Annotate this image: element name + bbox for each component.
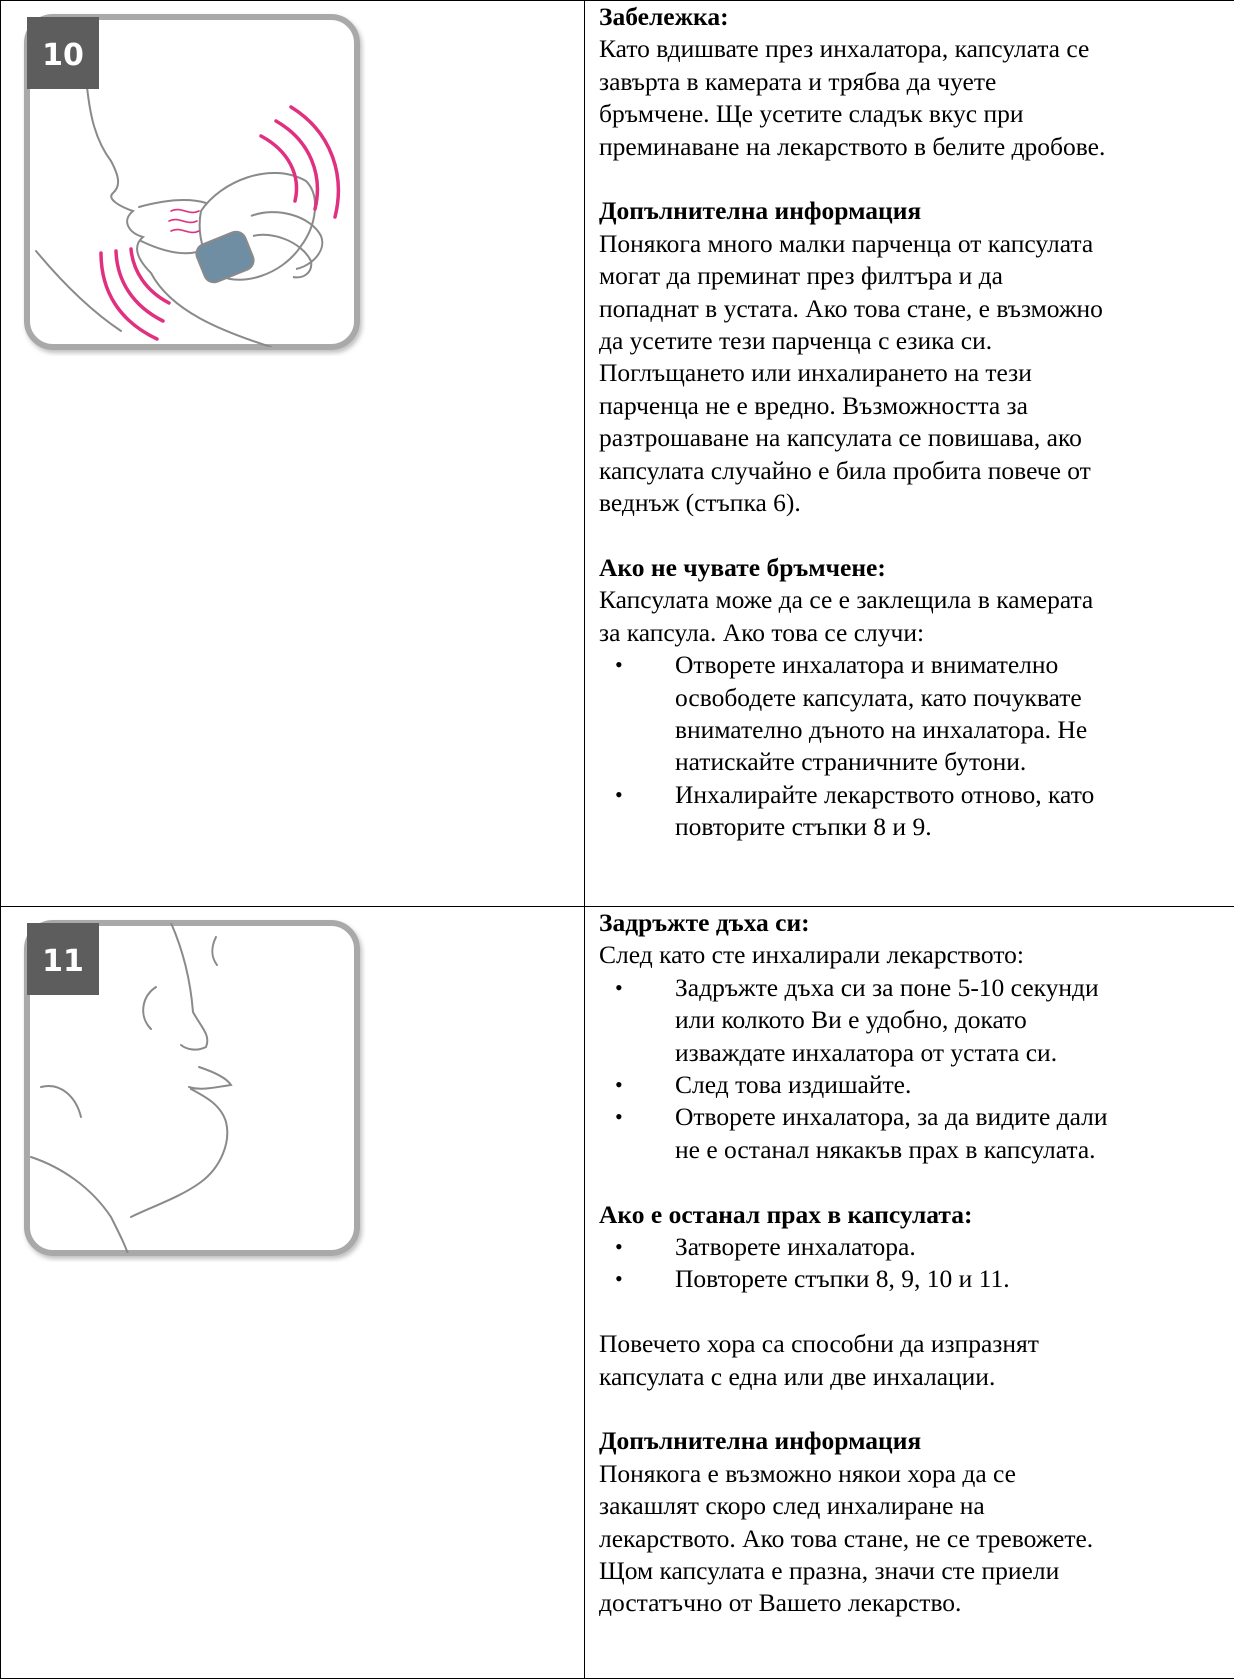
info-line: капсулата случайно е била пробита повече от xyxy=(599,455,1231,487)
info-line: попаднат в устата. Ако това стане, е възможно xyxy=(599,293,1231,325)
info-line: Понякога е възможно някои хора да се xyxy=(599,1458,1231,1490)
note-line: преминаване на лекарството в белите дробове. xyxy=(599,131,1231,163)
hold-breath-bullets xyxy=(599,972,1231,1166)
no-hum-line: за капсула. Ако това се случи: xyxy=(599,617,1231,649)
additional-info-heading: Допълнителна информация xyxy=(599,1425,1231,1457)
step-11-text xyxy=(585,907,1234,1620)
info-line: Щом капсулата е празна, значи сте приели xyxy=(599,1555,1231,1587)
info-line: веднъж (стъпка 6). xyxy=(599,487,1231,519)
info-line: лекарството. Ако това стане, не се тревожете. xyxy=(599,1523,1231,1555)
info-line: да усетите тези парченца с езика си. xyxy=(599,325,1231,357)
no-hum-bullets xyxy=(599,649,1231,843)
bullet-item: • След това издишайте. xyxy=(599,1069,1231,1101)
info-line: Понякога много малки парченца от капсулата xyxy=(599,228,1231,260)
info-line: Поглъщането или инхалирането на тези xyxy=(599,357,1231,389)
note-line: бръмчене. Ще усетите сладък вкус при xyxy=(599,98,1231,130)
most-people-line: капсулата с една или две инхалации. xyxy=(599,1361,1231,1393)
info-line: закашлят скоро след инхалиране на xyxy=(599,1490,1231,1522)
powder-left-heading: Ако е останал прах в капсулата: xyxy=(599,1199,1231,1231)
bullet-item: • Отворете инхалатора, за да видите дали не е останал някакъв прах в капсулата. xyxy=(599,1101,1231,1166)
note-line: Като вдишвате през инхалатора, капсулата се xyxy=(599,33,1231,65)
bullet-icon: • xyxy=(615,1101,623,1133)
bullet-icon: • xyxy=(615,972,623,1004)
no-hum-line: Капсулата може да се е заклещила в камерата xyxy=(599,584,1231,616)
info-line: парченца не е вредно. Възможността за xyxy=(599,390,1231,422)
step-11-illustration-cell xyxy=(1,907,585,1679)
info-line: могат да преминат през филтъра и да xyxy=(599,260,1231,292)
step-11-text-cell xyxy=(585,907,1234,1679)
no-hum-heading: Ако не чувате бръмчене: xyxy=(599,552,1231,584)
bullet-item: • Задръжте дъха си за поне 5-10 секунди или колкото Ви е удобно, докато изваждате инхалатора от устата си. xyxy=(599,972,1231,1069)
hold-breath-intro: След като сте инхалирали лекарството: xyxy=(599,939,1231,971)
bullet-item: • Инхалирайте лекарството отново, като повторите стъпки 8 и 9. xyxy=(599,779,1231,844)
additional-info-heading: Допълнителна информация xyxy=(599,195,1231,227)
note-heading: Забележка: xyxy=(599,1,1231,33)
bullet-icon: • xyxy=(615,1069,623,1101)
step-number: 10 xyxy=(42,38,84,73)
bullet-item: • Повторете стъпки 8, 9, 10 и 11. xyxy=(599,1263,1231,1295)
step-10-text xyxy=(585,1,1234,844)
bullet-icon: • xyxy=(615,1231,623,1263)
step-10-row xyxy=(1,1,1234,907)
step-10-illustration-cell xyxy=(1,1,585,907)
step-10-text-cell xyxy=(585,1,1234,907)
step-10-illustration xyxy=(21,11,366,356)
note-line: завърта в камерата и трябва да чуете xyxy=(599,66,1231,98)
bullet-icon: • xyxy=(615,649,623,681)
bullet-item: • Затворете инхалатора. xyxy=(599,1231,1231,1263)
step-11-illustration xyxy=(21,917,366,1262)
hold-breath-heading: Задръжте дъха си: xyxy=(599,907,1231,939)
info-line: достатъчно от Вашето лекарство. xyxy=(599,1587,1231,1619)
step-11-row xyxy=(1,907,1234,1679)
powder-left-bullets xyxy=(599,1231,1231,1296)
most-people-line: Повечето хора са способни да изпразнят xyxy=(599,1328,1231,1360)
bullet-icon: • xyxy=(615,1263,623,1295)
bullet-icon: • xyxy=(615,779,623,811)
bullet-item: • Отворете инхалатора и внимателно освободете капсулата, като почуквате внимателно дъното на инхалатора. Не натискайте страничните бутони. xyxy=(599,649,1231,779)
step-number: 11 xyxy=(42,944,84,979)
info-line: разтрошаване на капсулата се повишава, ако xyxy=(599,422,1231,454)
